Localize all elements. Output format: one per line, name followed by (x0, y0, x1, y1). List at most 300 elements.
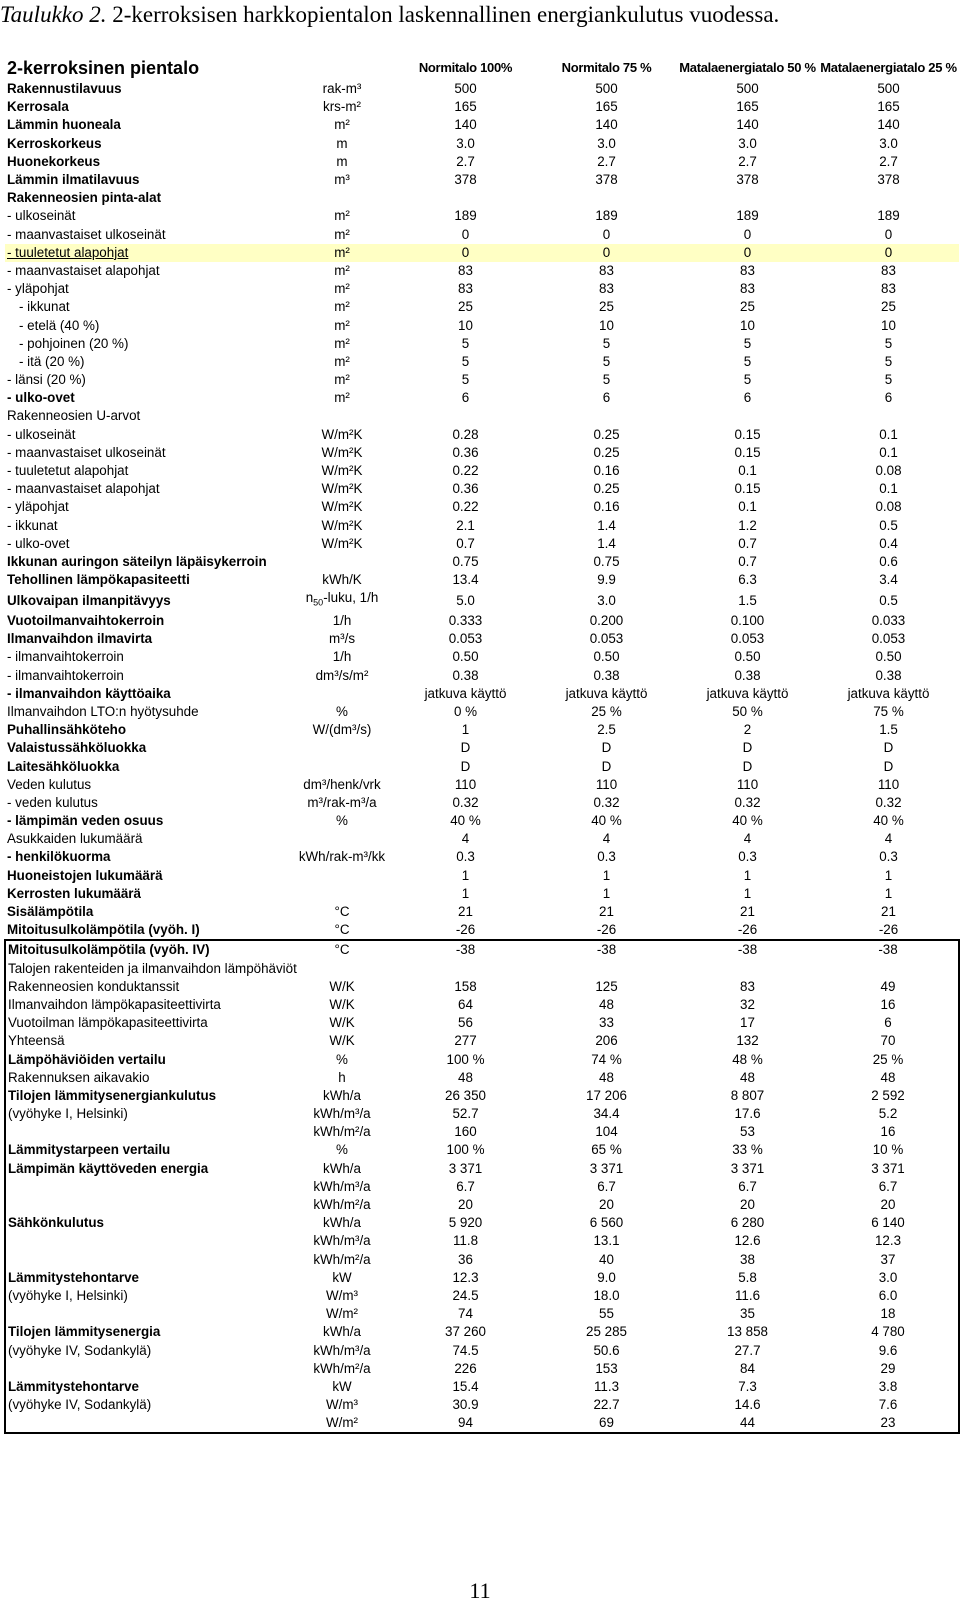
row-unit: 1/h (332, 649, 352, 665)
row-value: 0.1 (738, 499, 757, 515)
table-row (5, 135, 959, 153)
row-value: 140 (736, 117, 759, 133)
row-value: 0.053 (448, 631, 483, 647)
row-value: 6 560 (589, 1215, 624, 1231)
table-row (5, 1069, 959, 1087)
row-value: 0.1 (879, 444, 898, 460)
row-value: 0.7 (738, 553, 757, 569)
row-unit: W/m²K (321, 444, 363, 460)
row-value: 1.5 (738, 592, 757, 608)
row-value: 0 (818, 244, 959, 262)
row-value: 0.16 (593, 499, 620, 515)
row-label: - pohjoinen (20 %) (19, 335, 129, 351)
row-unit: kWh/m³/a (313, 1342, 371, 1358)
row-value: 56 (458, 1015, 473, 1031)
row-value: 165 (736, 99, 759, 115)
row-value: 1.2 (738, 517, 757, 533)
table-row (5, 1232, 959, 1250)
table-row (5, 298, 959, 316)
table-row (5, 389, 959, 407)
row-value: 10 (458, 317, 473, 333)
row-value: 140 (595, 117, 618, 133)
row-label: - maanvastaiset ulkoseinät (7, 444, 166, 460)
row-value: 55 (599, 1306, 614, 1322)
row-value: 0.38 (875, 667, 902, 683)
row-unit: °C (334, 904, 350, 920)
row-value: 13.1 (593, 1233, 620, 1249)
row-unit: % (336, 1142, 348, 1158)
row-label (5, 1123, 289, 1141)
row-value: 4 (461, 831, 470, 847)
row-value: -38 (536, 940, 677, 959)
row-unit: % (336, 703, 348, 719)
row-value (536, 959, 677, 977)
table-row (5, 812, 959, 830)
row-value: 1 (461, 722, 470, 738)
row-label: Huonekorkeus (7, 153, 101, 169)
row-label: - maanvastaiset alapohjat (7, 262, 160, 278)
row-value: 189 (877, 208, 900, 224)
row-value: 5 (602, 335, 611, 351)
table-row (5, 571, 959, 589)
table-row (5, 498, 959, 516)
row-label: - ilmanvaihtokerroin (7, 667, 124, 683)
row-value: 0.50 (734, 649, 761, 665)
row-label: Ilmanvaihdon LTO:n hyötysuhde (7, 703, 199, 719)
row-value: 0.16 (593, 463, 620, 479)
table-row (5, 921, 959, 940)
row-unit (289, 830, 395, 848)
table-row (5, 1123, 959, 1141)
row-value: 25 285 (586, 1324, 627, 1340)
row-value: 2.1 (456, 517, 475, 533)
row-label (5, 1232, 289, 1250)
row-value: 29 (818, 1360, 959, 1378)
row-value: 18 (818, 1305, 959, 1323)
row-value: 0.7 (738, 535, 757, 551)
row-value: 13.4 (452, 572, 479, 588)
row-value: 15.4 (452, 1378, 479, 1394)
row-value: 0.3 (456, 849, 475, 865)
row-value: 378 (736, 172, 759, 188)
row-value: 189 (454, 208, 477, 224)
row-value: 52.7 (452, 1106, 479, 1122)
row-unit: W/m²K (321, 499, 363, 515)
row-unit: kWh/a (323, 1215, 361, 1231)
row-value: 0.1 (879, 426, 898, 442)
row-value: 6.7 (597, 1178, 616, 1194)
row-unit (289, 885, 395, 903)
row-unit: kWh/m³/a (313, 1106, 371, 1122)
row-value: 1 (602, 885, 611, 901)
row-value: 3.0 (456, 135, 475, 151)
row-label: Sähkönkulutus (5, 1214, 289, 1232)
table-row (5, 978, 959, 996)
row-label: Kerrosten lukumäärä (7, 885, 141, 901)
row-label: Kerroskorkeus (7, 135, 102, 151)
table-row (5, 80, 959, 98)
row-value: 5.2 (818, 1105, 959, 1123)
row-value: 3.0 (818, 1269, 959, 1287)
row-value: 70 (818, 1032, 959, 1050)
row-value: jatkuva käyttö (706, 685, 789, 701)
row-value: 83 (458, 262, 473, 278)
table-title: 2-kerroksinen pientalo (7, 58, 200, 78)
row-value: 165 (454, 99, 477, 115)
header-unit (289, 56, 395, 80)
row-unit: h (338, 1069, 346, 1085)
row-unit: W/K (329, 1033, 355, 1049)
row-unit: % (336, 813, 348, 829)
row-unit: W/m² (326, 1306, 358, 1322)
row-value: 2.7 (456, 153, 475, 169)
row-value: 4 (602, 831, 611, 847)
table-row (5, 703, 959, 721)
row-unit (289, 867, 395, 885)
row-value: 21 (740, 904, 755, 920)
table-row (5, 207, 959, 225)
row-value: jatkuva käyttö (847, 685, 930, 701)
row-label: Yhteensä (5, 1032, 289, 1050)
row-label: Kerrosala (7, 99, 69, 115)
row-value: 0 (677, 244, 818, 262)
row-value: 0 (743, 226, 752, 242)
table-row (5, 335, 959, 353)
table-row (5, 612, 959, 630)
row-value: 5 (461, 335, 470, 351)
row-unit: m³/s (328, 631, 356, 647)
row-value: 0.15 (734, 444, 761, 460)
row-value: 17 (740, 1015, 755, 1031)
row-value: 140 (877, 117, 900, 133)
row-value: D (742, 758, 753, 774)
row-value: 48 (599, 1069, 614, 1085)
row-value: 500 (736, 81, 759, 97)
row-unit: % (336, 1051, 348, 1067)
row-unit (289, 757, 395, 775)
row-value: 9.9 (597, 572, 616, 588)
row-value: 25 (740, 299, 755, 315)
row-label: Sisälämpötila (7, 904, 94, 920)
row-value: 16 (818, 996, 959, 1014)
table-row (5, 553, 959, 571)
row-value: 0.38 (452, 667, 479, 683)
table-row (5, 1323, 959, 1341)
row-value: 110 (454, 776, 477, 792)
row-value: 0.38 (734, 667, 761, 683)
row-unit: kWh/m³/a (313, 1233, 371, 1249)
row-value: 110 (595, 776, 618, 792)
row-value: 75 % (873, 703, 904, 719)
table-row (5, 666, 959, 684)
row-value (818, 189, 959, 207)
row-value: -38 (818, 940, 959, 959)
row-value: 5.0 (456, 592, 475, 608)
row-value: 2.7 (738, 153, 757, 169)
row-value: 20 (458, 1197, 473, 1213)
row-value: 2.5 (597, 722, 616, 738)
row-value: 5 (602, 353, 611, 369)
row-value: 0.75 (452, 553, 479, 569)
row-value: 13 858 (727, 1324, 768, 1340)
row-unit (289, 407, 395, 425)
row-value: 0.28 (452, 426, 479, 442)
row-value: 1 (461, 885, 470, 901)
row-value: 83 (881, 262, 896, 278)
row-value: 9.0 (597, 1269, 616, 1285)
row-unit: dm³/henk/vrk (303, 776, 381, 792)
table-row (5, 371, 959, 389)
row-value: 6 280 (730, 1215, 765, 1231)
row-value: 3 371 (818, 1160, 959, 1178)
row-value: 83 (740, 978, 755, 994)
row-value: 0.100 (730, 613, 765, 629)
row-value: 83 (599, 262, 614, 278)
row-value: 378 (877, 172, 900, 188)
row-value: 5 (743, 372, 752, 388)
row-value: 3.0 (597, 592, 616, 608)
row-value: 6 (743, 390, 752, 406)
table-row (5, 1269, 959, 1287)
row-label: - ilmanvaihtokerroin (7, 649, 124, 665)
row-value: 74.5 (452, 1342, 479, 1358)
row-value: 24.5 (452, 1287, 479, 1303)
row-unit (289, 553, 395, 571)
row-label: - länsi (20 %) (7, 372, 86, 388)
row-value: 0.3 (597, 849, 616, 865)
row-value: 25 (599, 299, 614, 315)
row-value: 0.053 (871, 631, 906, 647)
row-value: 500 (595, 81, 618, 97)
column-header: Matalaenergiatalo 25 % (820, 60, 957, 75)
row-label: Ilmanvaihdon lämpökapasiteettivirta (5, 996, 289, 1014)
row-label: - itä (20 %) (19, 353, 85, 369)
table-row (5, 462, 959, 480)
row-value: 20 (599, 1197, 614, 1213)
row-value: 5 (461, 353, 470, 369)
row-value: 165 (595, 99, 618, 115)
table-row (5, 444, 959, 462)
row-value: 6 (818, 1014, 959, 1032)
row-value: 1.4 (597, 517, 616, 533)
row-unit: °C (289, 940, 395, 959)
row-value (818, 959, 959, 977)
row-unit: dm³/s/m² (315, 667, 369, 683)
row-value: 0.25 (593, 426, 620, 442)
row-value: 74 (458, 1306, 473, 1322)
row-value (536, 189, 677, 207)
row-value: 25 (881, 299, 896, 315)
row-value: 2 (743, 722, 752, 738)
row-value: 0.25 (593, 481, 620, 497)
row-label: Puhallinsähköteho (7, 722, 127, 738)
row-unit: °C (334, 922, 350, 938)
row-value: 5 920 (448, 1215, 483, 1231)
row-label (5, 1360, 289, 1378)
table-row (5, 1032, 959, 1050)
table-row (5, 517, 959, 535)
row-value: 125 (595, 978, 618, 994)
row-label: Lämpöhäviöiden vertailu (5, 1050, 289, 1068)
row-value: 23 (818, 1414, 959, 1433)
table-row (5, 353, 959, 371)
row-value: 1 (884, 885, 893, 901)
row-label: - veden kulutus (7, 794, 98, 810)
row-value: 0.5 (879, 592, 898, 608)
row-value: 27.7 (734, 1342, 761, 1358)
row-value: 17.6 (734, 1106, 761, 1122)
table-row (5, 1196, 959, 1214)
row-value: 0 (536, 244, 677, 262)
row-label: Tilojen lämmitysenergia (5, 1323, 289, 1341)
row-value: 14.6 (734, 1397, 761, 1413)
table-row (5, 226, 959, 244)
row-value: 0.3 (879, 849, 898, 865)
row-unit: rak-m³ (322, 81, 362, 97)
row-value: 140 (454, 117, 477, 133)
row-label: - lämpimän veden osuus (7, 813, 164, 829)
row-value: 40 % (873, 813, 904, 829)
row-value: 20 (740, 1197, 755, 1213)
row-value: 2.7 (879, 153, 898, 169)
table-row (5, 1360, 959, 1378)
table-row (5, 776, 959, 794)
row-label: Tilojen lämmitysenergiankulutus (5, 1087, 289, 1105)
row-unit: m² (334, 117, 350, 133)
row-value: 0.50 (875, 649, 902, 665)
row-value: 1 (743, 867, 752, 883)
table-row (5, 116, 959, 134)
table-row (5, 996, 959, 1014)
row-value (677, 189, 818, 207)
row-value: 1 (602, 867, 611, 883)
row-label: - ulko-ovet (7, 535, 70, 551)
row-value: 40 % (732, 813, 763, 829)
row-value: 48 (458, 1069, 473, 1085)
row-value: 53 (740, 1124, 755, 1140)
table-row (5, 189, 959, 207)
row-unit (289, 189, 395, 207)
row-unit: kWh/K (322, 572, 362, 588)
row-unit: W/m²K (321, 463, 363, 479)
table-row (5, 535, 959, 553)
row-label: Ilmanvaihdon ilmavirta (7, 631, 153, 647)
row-label: - maanvastaiset alapohjat (7, 481, 160, 497)
row-value: 3.0 (879, 135, 898, 151)
row-unit: m² (334, 390, 350, 406)
row-label: - ikkunat (7, 517, 58, 533)
row-unit: m (336, 135, 348, 151)
table-row (5, 280, 959, 298)
row-value: 33 % (732, 1142, 763, 1158)
table-row (5, 1305, 959, 1323)
row-value: 10 (881, 317, 896, 333)
row-value: 49 (818, 978, 959, 996)
row-unit (289, 739, 395, 757)
row-label: Lämmin ilmatilavuus (7, 172, 140, 188)
row-label: Mitoitusulkolämpötila (vyöh. I) (7, 922, 200, 938)
row-value: 3.0 (738, 135, 757, 151)
row-value: 65 % (591, 1142, 622, 1158)
row-value: 0.3 (738, 849, 757, 865)
table-row (5, 867, 959, 885)
row-value: 48 (818, 1069, 959, 1087)
table-row (5, 685, 959, 703)
table-row (5, 1378, 959, 1396)
row-value: 11.3 (593, 1378, 620, 1394)
row-value: 189 (595, 208, 618, 224)
row-value: 0.200 (589, 613, 624, 629)
row-value: 6 140 (818, 1214, 959, 1232)
row-label: Rakenneosien pinta-alat (7, 190, 162, 206)
row-label: Vuotoilman lämpökapasiteettivirta (5, 1014, 289, 1032)
table-row (5, 98, 959, 116)
row-label: - tuuletetut alapohjat (7, 463, 129, 479)
row-value: 277 (454, 1033, 477, 1049)
table-row (5, 648, 959, 666)
row-unit: W/m² (289, 1414, 395, 1433)
row-unit: kWh/a (323, 1087, 361, 1103)
table-row (5, 407, 959, 425)
row-value: 12.3 (818, 1232, 959, 1250)
row-value: 160 (454, 1124, 477, 1140)
row-value: 94 (395, 1414, 536, 1433)
table-row (5, 1087, 959, 1105)
row-unit: W/m³ (326, 1287, 358, 1303)
row-value: 500 (877, 81, 900, 97)
row-value: 9.6 (818, 1341, 959, 1359)
row-value: 0.32 (734, 794, 761, 810)
row-value: 26 350 (445, 1087, 486, 1103)
row-label: Huoneistojen lukumäärä (7, 867, 163, 883)
table-row (5, 1160, 959, 1178)
row-value: 6.7 (738, 1178, 757, 1194)
row-unit: W/m²K (321, 517, 363, 533)
row-unit: kWh/m²/a (313, 1251, 371, 1267)
row-value: 4 (884, 831, 893, 847)
table-row (5, 244, 959, 262)
table-row (5, 1341, 959, 1359)
table-row (5, 739, 959, 757)
row-value: 0.15 (734, 426, 761, 442)
row-value: 21 (458, 904, 473, 920)
row-value: 0.033 (871, 613, 906, 629)
table-row (5, 794, 959, 812)
row-unit: W/(dm³/s) (312, 722, 372, 738)
row-value (677, 959, 818, 977)
table-row (5, 630, 959, 648)
table-header-row (5, 56, 959, 80)
row-value (677, 407, 818, 425)
row-unit: m³/rak-m³/a (307, 794, 377, 810)
row-unit: W/m²K (321, 481, 363, 497)
row-value: 0.25 (593, 444, 620, 460)
table-row (5, 426, 959, 444)
row-label: Talojen rakenteiden ja ilmanvaihdon lämpöhäviöt (5, 959, 289, 977)
row-value: 189 (736, 208, 759, 224)
row-unit: kWh/m²/a (313, 1124, 371, 1140)
row-value (395, 189, 536, 207)
table-row (5, 721, 959, 739)
row-value: 1 (461, 867, 470, 883)
row-unit: m² (334, 262, 350, 278)
row-value: 48 (599, 996, 614, 1012)
row-value: 1.5 (879, 722, 898, 738)
row-value: 83 (740, 262, 755, 278)
row-label: Lämmitystehontarve (5, 1378, 289, 1396)
row-label: Tehollinen lämpökapasiteetti (7, 572, 190, 588)
row-value: 0 (602, 226, 611, 242)
